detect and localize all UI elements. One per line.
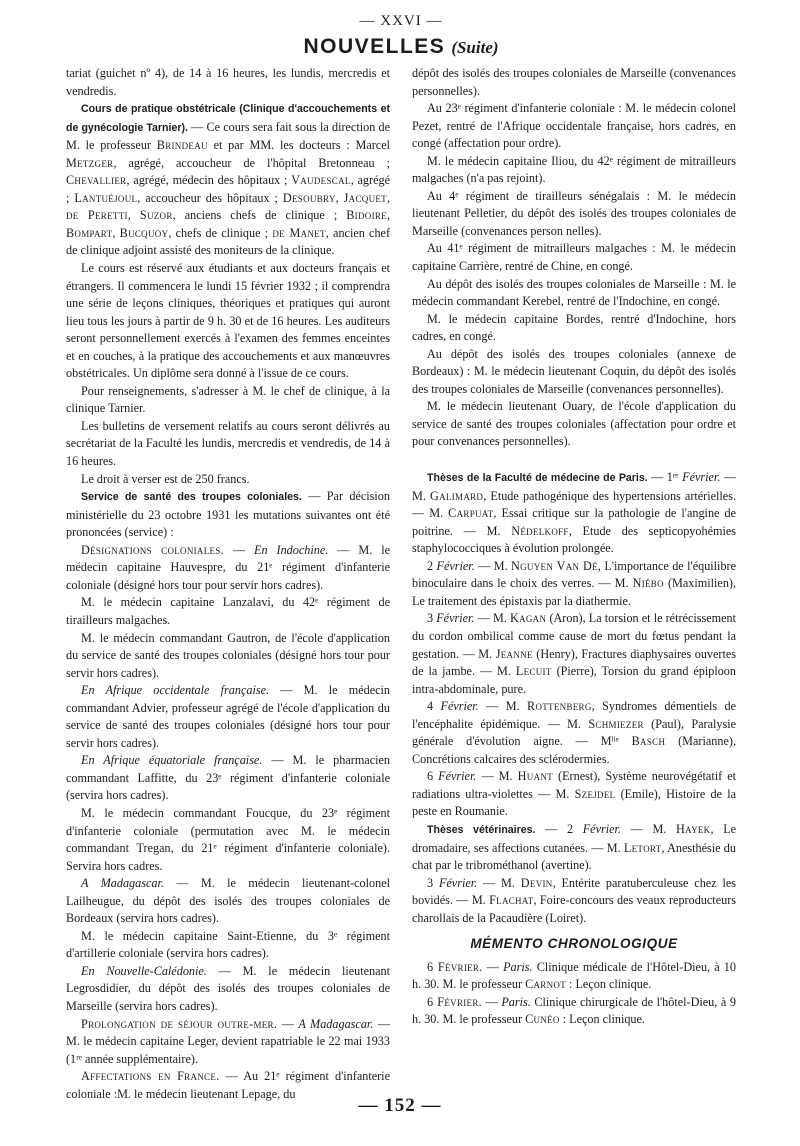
person-name: Suzor: [139, 208, 173, 223]
colonial-health-paragraph: Service de santé des troupes coloniales. — Par décision ministérielle du 23 octobre 1931 les mutations suivantes ont été prononcées (service) :: [66, 489, 390, 540]
paragraph: Prolongation de séjour outre-mer. — A Madagascar. — M. le médecin capitaine Leger, devient rapatriable le 22 mai 1933 (1ʳᵉ année supplémentaire).: [66, 1016, 391, 1066]
paragraph: M. le médecin commandant Gautron, de l'école d'application du service de santé des troupes coloniales (désigné hors tour pour servir hors cadres).: [66, 630, 390, 680]
person-name: Vaudescal: [291, 173, 351, 188]
person-name: Huant: [517, 769, 553, 784]
right-column: [412, 65, 736, 1103]
paragraph: Au 23ᵉ régiment d'infanterie coloniale : M. le médecin colonel Pezet, rentré de l'Afrique occidentale française, hors cadres, en congé (affectation pour ordre).: [412, 101, 736, 151]
paragraph: M. le médecin capitaine Lanzalavi, du 42ᵉ régiment de tirailleurs malgaches.: [66, 595, 390, 627]
two-column-body: [66, 65, 736, 1103]
person-name: Letort: [623, 840, 662, 855]
paragraph: En Afrique occidentale française. — M. le médecin commandant Advier, professeur agrégé de l'école d'application du service de santé des troupes coloniales (désigné hors tour pour servir hors cadres).: [66, 683, 390, 750]
paragraph: En Afrique équatoriale française. — M. le pharmacien commandant Laffitte, du 23ᵉ régiment d'infanterie coloniale (servira hors cadres).: [66, 753, 391, 803]
obstetric-course-paragraph: Cours de pratique obstétricale (Clinique d'accouchements et de gynécologie Tarnier). — Ce cours sera fait sous la direction de M. le professeur Brindeau et par MM. les docteurs : Marcel Metzger, agrégé, accoucheur de l'hôpital Bretonneau ; Chevallier, agrégé, médecin des hôpitaux ; Vaudescal, agrégé ; Lantuéjoul, accoucheur des hôpitaux ; Desoubry, Jacquet, de Peretti, Suzor, anciens chefs de clinique ; Bidoire, Bompart, Bucquoy, chefs de clinique ; de Manet, ancien chef de clinique adjoint assisté des moniteurs de la clinique.: [66, 103, 391, 258]
person-name: Bidoire: [346, 208, 387, 223]
person-name: Jacquet: [343, 190, 387, 205]
date-label: Février.: [440, 699, 479, 714]
place-label: Paris.: [501, 994, 531, 1009]
paragraph: M. le médecin commandant Foucque, du 23ᵉ régiment d'infanterie coloniale (permutation avec M. le médecin commandant Tregan, du 21ᵉ régiment d'infanterie coloniale). Servira hors cadres.: [66, 805, 390, 873]
person-name: Schmiezer: [588, 716, 644, 731]
section-title: NOUVELLES: [303, 35, 446, 58]
person-name: Lantuéjoul: [74, 190, 138, 205]
paragraph: M. le médecin lieutenant Ouary, de l'école d'application du service de santé des troupes coloniales (affectation pour ordre et pour convenances personnelles).: [412, 399, 736, 449]
date-label: 6 Février.: [427, 994, 482, 1009]
person-name: Bompart: [66, 225, 113, 240]
date-label: Février.: [436, 611, 475, 626]
paragraph: Le droit à verser est de 250 francs.: [81, 471, 250, 486]
person-name: Kagan: [509, 611, 547, 626]
location-label: A Madagascar.: [81, 876, 164, 891]
date-label: Février.: [682, 470, 721, 485]
veterinary-theses-paragraph: Thèses vétérinaires. — 2 Février. — M. Hayek, Le dromadaire, ses affections cutanées. — M. Letort, Anesthésie du chat par le tribrométhanol (avertine).: [412, 821, 737, 873]
person-name: Cunéo: [525, 1012, 560, 1027]
paragraph: A Madagascar. — M. le médecin lieutenant-colonel Lailheugue, du dépôt des isolés des troupes coloniales de Bordeaux (servira hors cadres).: [66, 876, 390, 926]
date-label: 6 Février.: [427, 959, 483, 974]
location-label: En Indochine.: [254, 542, 329, 557]
paragraph: Le cours est réservé aux étudiants et aux docteurs français et étrangers. Il commencera le lundi 15 février 1932 ; il comprendra une série de leçons cliniques, théoriques et pratiques qui auront lieu tous les jours à partir de 9 h. 30 et de 16 heures. Les auditeurs seront personnellement exercés à l'examen des femmes enceintes et en couches, à la pratique des accouchements et aux manœuvres obstétricales. Un diplôme sera donné à l'issue de ce cours.: [66, 261, 390, 381]
person-name: Niébo: [632, 576, 664, 591]
person-name: Lecuit: [515, 664, 552, 679]
person-name: de Peretti: [66, 208, 128, 223]
date-label: Février.: [436, 558, 475, 573]
subsection-label: Prolongation de séjour outre-mer.: [81, 1016, 278, 1031]
paragraph: M. le médecin capitaine Bordes, rentré d'Indochine, hors cadres, en congé.: [412, 311, 736, 344]
left-column: [66, 65, 390, 1103]
subsection-label: Désignations coloniales.: [81, 542, 224, 557]
item-heading: Service de santé des troupes coloniales.: [81, 491, 302, 504]
person-name: Chevallier: [66, 173, 127, 188]
paragraph: Au dépôt des isolés des troupes coloniales (annexe de Bordeaux) : M. le médecin lieutenant Coquin, du dépôt des isolés des troupes coloniales de Marseille (convenances personnelles).: [412, 346, 736, 396]
theses-paragraph: 2 Février. — M. Nguyen Van Dé, L'importance de l'équilibre binoculaire dans le choix des verres. — M. Niébo (Maximilien), Le traitement des épistaxis par la diathermie.: [412, 558, 737, 608]
theses-paragraph: 6 Février. — M. Huant (Ernest), Système neurovégétatif et radiations ultra-violettes — M. Szejdel (Emile), Histoire de la peste en Roumanie.: [412, 769, 737, 819]
veterinary-theses-paragraph: 3 Février. — M. Devin, Entérite paratuberculeuse chez les bovidés. — M. Flachat, Foire-concours des veaux reproducteurs charollais de la Pacaudière (Loiret).: [412, 875, 736, 925]
person-name: Basch: [631, 734, 666, 749]
date-label: Février.: [438, 875, 478, 890]
page-number: — 152 —: [358, 1095, 442, 1116]
location-label: En Afrique occidentale française.: [81, 683, 270, 698]
date-label: Février.: [438, 769, 477, 784]
roman-page-number: — XXVI —: [359, 13, 443, 29]
paragraph: Au dépôt des isolés des troupes coloniales de Marseille : M. le médecin commandant Kerebel, rentré de l'Indochine, en congé.: [412, 276, 736, 309]
person-name: de Manet: [272, 225, 326, 240]
person-name: Devin: [520, 875, 553, 890]
location-label: En Afrique équatoriale française.: [81, 753, 263, 768]
section-title-suffix: (Suite): [451, 38, 499, 57]
theses-paragraph: 4 Février. — M. Rottenberg, Syndromes démentiels de l'encéphalite épidémique. — M. Schmiezer (Paul), Paralysie générale d'évolution aigne. — Mˡˡᵉ Basch (Marianne), Concrétions calcaires des sclérodermies.: [412, 699, 737, 766]
person-name: Desoubry: [282, 190, 336, 205]
person-name: Metzger: [66, 155, 114, 170]
paragraph: Pour renseignements, s'adresser à M. le chef de clinique, à la clinique Tarnier.: [66, 383, 390, 416]
paragraph: Au 41ᵉ régiment de mitrailleurs malgaches : M. le médecin capitaine Carrière, rentré de Chine, en congé.: [412, 241, 736, 274]
paragraph: tariat (guichet nº 4), de 14 à 16 heures, les lundis, mercredis et vendredis.: [66, 66, 390, 98]
memento-entry: 6 Février. — Paris. Clinique médicale de l'Hôtel-Dieu, à 10 h. 30. M. le professeur Carnot : Leçon clinique.: [412, 959, 736, 992]
person-name: Hayek: [676, 821, 711, 836]
theses-paragraph: Thèses de la Faculté de médecine de Paris. — 1ᵉʳ Février. — M. Galimard, Etude pathogénique des hypertensions artérielles. — M. Carpuat, Essai critique sur la pathologie de l'angine de poitrine. — M. Nédelkoff, Etude des septicopyohémies staphylococciques à évolution prolongée.: [412, 470, 737, 556]
person-name: Nguyen Van Dé: [511, 558, 598, 573]
person-name: Carpuat: [448, 506, 494, 521]
running-head: [66, 32, 736, 62]
section-spacer: [412, 451, 736, 469]
paragraph: Les bulletins de versement relatifs au cours seront délivrés au secrétariat de la Faculté les lundis, mercredis et vendredis, de 14 à 16 heures.: [66, 418, 390, 469]
person-name: Galimard: [430, 488, 484, 503]
paragraph: Désignations coloniales. — En Indochine. — M. le médecin capitaine Hauvespre, du 21ᵉ régiment d'infanterie coloniale (désigné hors tour pour servir hors cadres).: [66, 542, 390, 592]
person-name: Carnot: [525, 977, 566, 992]
paragraph: M. le médecin capitaine Saint-Etienne, du 3ᵉ régiment d'artillerie coloniale (servira hors cadres).: [66, 928, 390, 961]
paragraph: dépôt des isolés des troupes coloniales de Marseille (convenances personnelles).: [412, 66, 736, 98]
person-name: Bucquoy: [119, 225, 169, 240]
theses-paragraph: 3 Février. — M. Kagan (Aron), La torsion et le rétrécissement du cordon ombilical comme cause de mort du fœtus pendant la gestation. — M. Jeanne (Henry), Fractures diaphysaires ouvertes de la jambe. — M. Lecuit (Pierre), Torsion du grand épiploon intra-abdominale, pure.: [412, 611, 737, 696]
person-name: Nédelkoff: [511, 523, 569, 538]
memento-entry: 6 Février. — Paris. Clinique chirurgicale de l'hôtel-Dieu, à 9 h. 30. M. le professeur Cunéo : Leçon clinique.: [412, 994, 736, 1027]
item-heading: Thèses de la Faculté de médecine de Paris.: [427, 472, 648, 485]
place-label: Paris.: [503, 959, 533, 974]
paragraph: En Nouvelle-Calédonie. — M. le médecin lieutenant Legrosdidier, du dépôt des isolés des troupes coloniales de Marseille (servira hors cadres).: [66, 963, 391, 1013]
item-heading: Thèses vétérinaires.: [427, 823, 536, 836]
person-name: Flachat: [489, 893, 534, 908]
item-heading: Cours de pratique obstétricale (Clinique d'accouchements et de gynécologie Tarnier).: [66, 103, 390, 134]
paragraph: M. le médecin capitaine Iliou, du 42ᵉ régiment de mitrailleurs malgaches (n'a pas rejoint).: [412, 153, 736, 186]
subsection-label: Affectations en France.: [81, 1069, 220, 1084]
person-name: Brindeau: [156, 138, 208, 153]
paragraph: Affectations en France. — Au 21ᵉ régiment d'infanterie coloniale :M. le médecin lieutenant Lepage, du: [66, 1069, 390, 1101]
paragraph: Au 4ᵉ régiment de tirailleurs sénégalais : M. le médecin lieutenant Pelletier, du dépôt des isolés des troupes coloniales de Marseille (convenances person nelles).: [412, 188, 736, 238]
memento-heading: MÉMENTO CHRONOLOGIQUE: [470, 936, 678, 952]
person-name: Szejdel: [574, 786, 616, 801]
person-name: Jeanne: [495, 646, 533, 661]
date-label: Février.: [582, 821, 621, 836]
location-label: A Madagascar.: [298, 1016, 374, 1031]
person-name: Rottenberg: [527, 699, 592, 714]
location-label: En Nouvelle-Calédonie.: [81, 963, 207, 978]
